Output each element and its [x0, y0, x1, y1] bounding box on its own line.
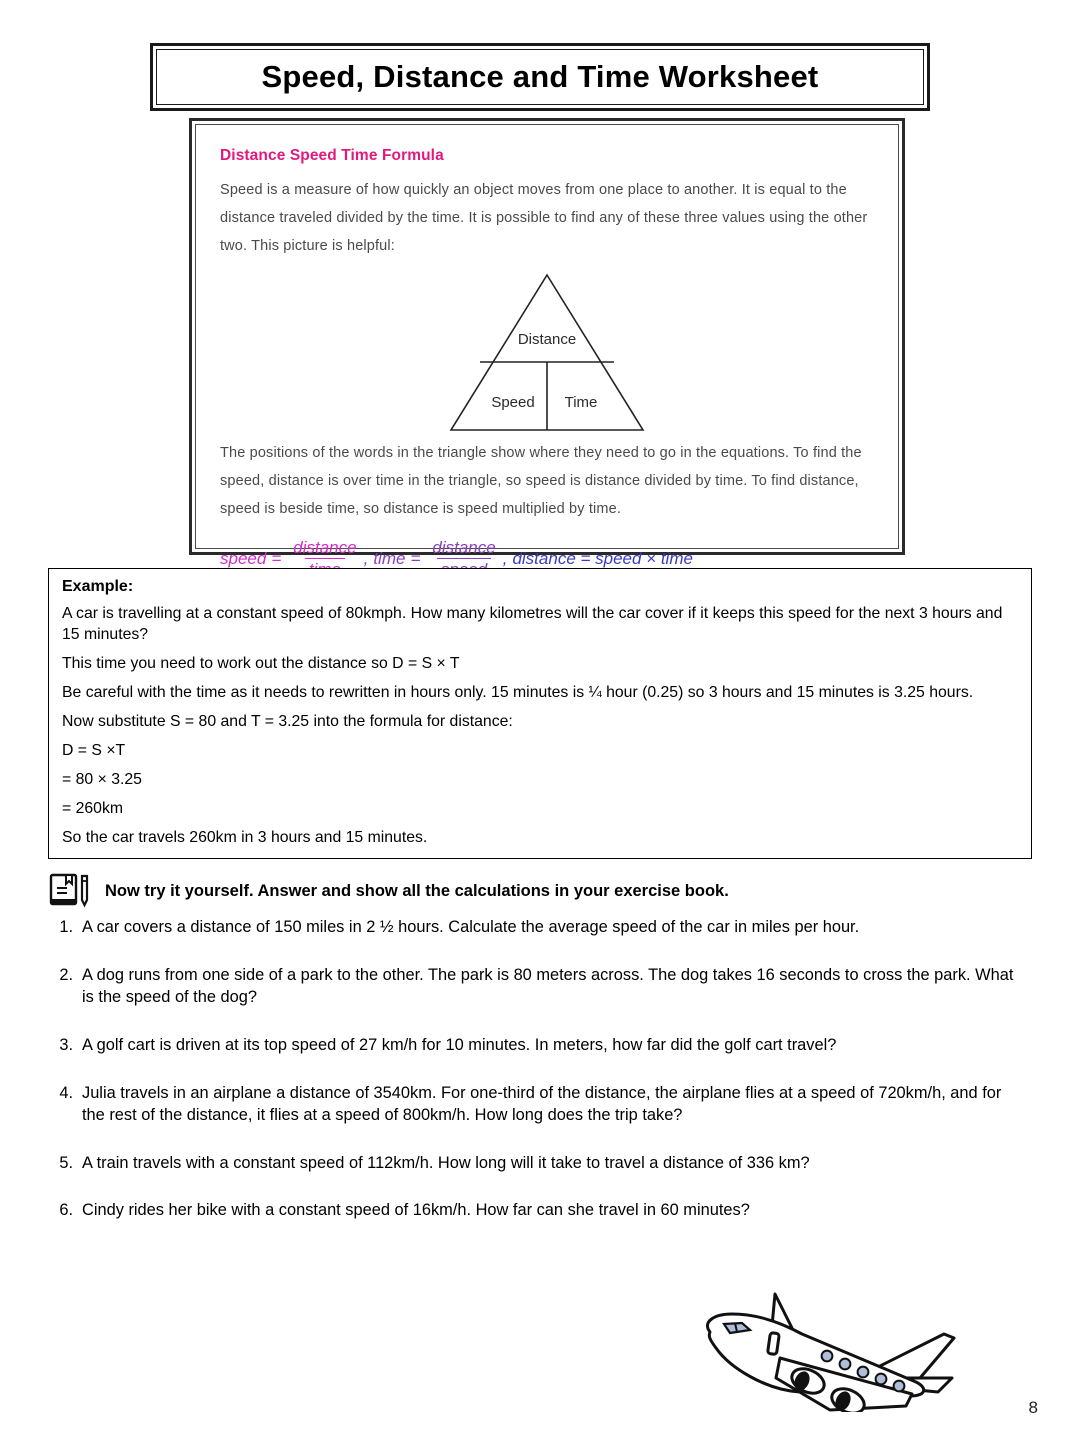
question-number: 3. [59, 1035, 73, 1054]
example-line: So the car travels 260km in 3 hours and 15 minutes. [62, 829, 428, 846]
plane-window [840, 1359, 851, 1370]
question-number: 5. [59, 1153, 73, 1172]
question-item [52, 964, 1020, 1009]
notebook-pencil-icon [48, 872, 92, 910]
try-it-yourself-text: Now try it yourself. Answer and show all the calculations in your exercise book. [105, 881, 729, 900]
question-text: A golf cart is driven at its top speed of 27 km/h for 10 minutes. In meters, how far did the golf cart travel? [82, 1035, 837, 1054]
example-line: A car is travelling at a constant speed of 80kmph. How many kilometres will the car cover if it keeps this speed for the next 3 hours and 15 minutes? [62, 605, 1003, 643]
notebook-spine [51, 899, 76, 904]
equation-time-lhs: time [373, 548, 406, 568]
formula-explanation-paragraph: The positions of the words in the triangle show where they need to go in the equations. To find the speed, distance is over time in the triangle, so speed is distance divided by time. To find distance, speed is beside time, so distance is speed multiplied by time. [220, 444, 862, 517]
example-line: D = S ×T [62, 742, 126, 759]
question-number: 2. [59, 965, 73, 984]
plane-window [822, 1351, 833, 1362]
question-number: 1. [59, 918, 73, 936]
triangle-label-time: Time [564, 393, 598, 411]
question-number: 4. [59, 1083, 73, 1102]
equation-time-equals: = [410, 548, 421, 568]
question-item [52, 916, 1020, 939]
question-item [52, 1152, 1020, 1175]
example-line: Now substitute S = 80 and T = 3.25 into the formula for distance: [62, 713, 513, 730]
plane-door [768, 1333, 780, 1355]
example-line: This time you need to work out the distance so D = S × T [62, 655, 460, 672]
triangle-label-speed: Speed [491, 393, 535, 411]
equation-time-numerator: distance [432, 537, 496, 557]
plane-window [894, 1381, 905, 1392]
example-line: = 80 × 3.25 [62, 771, 142, 788]
example-box [48, 568, 1032, 859]
triangle-label-distance: Distance [517, 330, 577, 348]
plane-window [876, 1374, 887, 1385]
questions-list [52, 916, 1020, 1247]
dst-triangle-diagram [220, 271, 874, 434]
formula-panel-inner [195, 124, 899, 568]
formula-intro-paragraph: Speed is a measure of how quickly an object moves from one place to another. It is equal to the distance traveled divided by the time. It is possible to find any of these three values using the other two. This picture is helpful: [220, 182, 868, 254]
airplane-svg [680, 1282, 960, 1412]
question-number: 6. [59, 1201, 73, 1220]
equation-speed-lhs: speed [220, 548, 267, 568]
worksheet-title-box [150, 43, 930, 111]
formula-heading: Distance Speed Time Formula [220, 147, 444, 164]
example-line: Be careful with the time as it needs to rewritten in hours only. 15 minutes is ¼ hour (0.25) so 3 hours and 15 minutes is 3.25 hours. [62, 684, 974, 701]
equation-separator-2: , [502, 548, 508, 568]
question-item [52, 1034, 1020, 1057]
worksheet-title-box-inner [156, 49, 924, 105]
question-item [52, 1082, 1020, 1127]
airplane-illustration [680, 1282, 960, 1417]
example-line: = 260km [62, 800, 124, 817]
try-it-yourself-row [48, 872, 1008, 910]
plane-window [858, 1367, 869, 1378]
question-text: A dog runs from one side of a park to the other. The park is 80 meters across. The dog takes 16 seconds to cross the park. What is the speed of the dog? [82, 965, 1014, 1007]
equation-speed-numerator: distance [293, 537, 357, 557]
question-text: Cindy rides her bike with a constant speed of 16km/h. How far can she travel in 60 minutes? [82, 1201, 750, 1220]
example-title: Example: [62, 578, 134, 595]
question-text: A car covers a distance of 150 miles in 2 ½ hours. Calculate the average speed of the car in miles per hour. [82, 918, 860, 936]
page-title: Speed, Distance and Time Worksheet [261, 59, 819, 94]
question-item [52, 1199, 1020, 1222]
page-number: 8 [1028, 1398, 1038, 1417]
formula-panel [189, 118, 905, 568]
equation-speed-equals: = [271, 548, 282, 568]
dst-triangle-svg [447, 271, 647, 434]
question-text: A train travels with a constant speed of 112km/h. How long will it take to travel a distance of 336 km? [82, 1153, 810, 1172]
equation-distance: distance = speed × time [512, 548, 693, 568]
question-text: Julia travels in an airplane a distance of 3540km. For one-third of the distance, the airplane flies at a speed of 720km/h, and for the rest of the distance, it flies at a speed of 800km/h. How long does the trip take? [82, 1083, 1002, 1125]
equation-separator-1: , [363, 548, 369, 568]
